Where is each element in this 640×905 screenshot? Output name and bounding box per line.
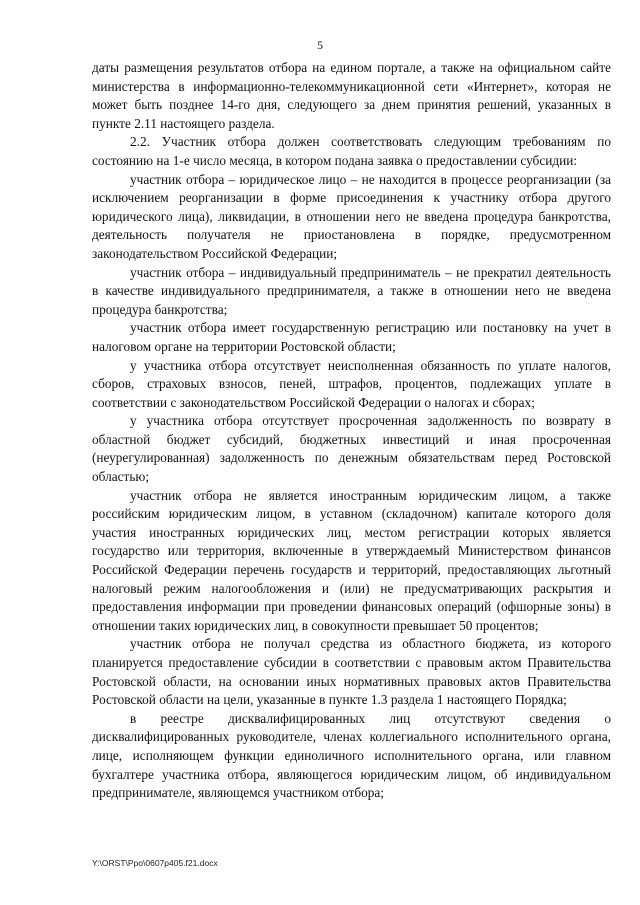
paragraph-foreign-entity-requirement: участник отбора не является иностранным юридическим лицом, а также российским юридическим лицом, в уставном (складочном) капитале которого доля участия иностранных юридических лиц, местом регистрации которых является государство или территория, включенные в утверждаемый Министерством финансов Российской Федерации перечень государств и территорий, предоставляющих льготный налоговый режим налогообложения и (или) не предусматривающих раскрытия и предоставления информации при проведении финансовых операций (офшорные зоны) в отношении таких юридических лиц, в совокупности превышает 50 процентов;: [92, 487, 611, 633]
paragraph-overdue-debt-requirement: у участника отбора отсутствует просроченная задолженность по возврату в областной бюджет субсидий, бюджетных инвестиций и иная просроченная (неурегулированная) задолженность по денежным обязательствам перед Ростовской областью;: [92, 413, 611, 485]
paragraph-clause-2-2: 2.2. Участник отбора должен соответствовать следующим требованиям по состоянию на 1-е число месяца, в котором подана заявка о предоставлении субсидии:: [92, 134, 611, 168]
paragraph-individual-entrepreneur-requirement: участник отбора – индивидуальный предприниматель – не прекратил деятельность в качестве индивидуального предпринимателя, а также в отношении него не введена процедура банкротства;: [92, 264, 611, 317]
document-body: [92, 59, 611, 803]
paragraph-disqualified-persons-requirement: в реестре дисквалифицированных лиц отсутствуют сведения о дисквалифицированных руководителе, членах коллегиального исполнительного органа, лице, исполняющем функции единоличного исполнительного органа, или главном бухгалтере участника отбора, являющегося юридическим лицом, об индивидуальном предпринимателе, являющемся участником отбора;: [92, 710, 611, 801]
paragraph-registration-requirement: участник отбора имеет государственную регистрацию или постановку на учет в налоговом органе на территории Ростовской области;: [92, 320, 611, 354]
paragraph-budget-funds-requirement: участник отбора не получал средства из областного бюджета, из которого планируется предоставление субсидии в соответствии с правовым актом Правительства Ростовской области, на основании иных нормативных правовых актов Правительства Ростовской области на цели, указанные в пункте 1.3 раздела 1 настоящего Порядка;: [92, 636, 611, 708]
paragraph-tax-obligation-requirement: у участника отбора отсутствует неисполненная обязанность по уплате налогов, сборов, страховых взносов, пеней, штрафов, процентов, подлежащих уплате в соответствии с законодательством Российской Федерации о налогах и сборах;: [92, 357, 611, 410]
footer-file-path: Y:\ORST\Ppo\0607p405.f21.docx: [92, 858, 218, 868]
paragraph-legal-entity-requirement: участник отбора – юридическое лицо – не находится в процессе реорганизации (за исключением реорганизации в форме присоединения к участнику отбора другого юридического лица), ликвидации, в отношении него не введена процедура банкротства, деятельность получателя не приостановлена в порядке, предусмотренном законодательством Российской Федерации;: [92, 171, 611, 261]
paragraph-continuation: даты размещения результатов отбора на едином портале, а также на официальном сайте министерства в информационно-телекоммуникационной сети «Интернет», которая не может быть позднее 14-го дня, следующего за днем принятия решений, указанных в пункте 2.11 настоящего раздела.: [92, 60, 611, 131]
page-number: 5: [317, 38, 323, 52]
